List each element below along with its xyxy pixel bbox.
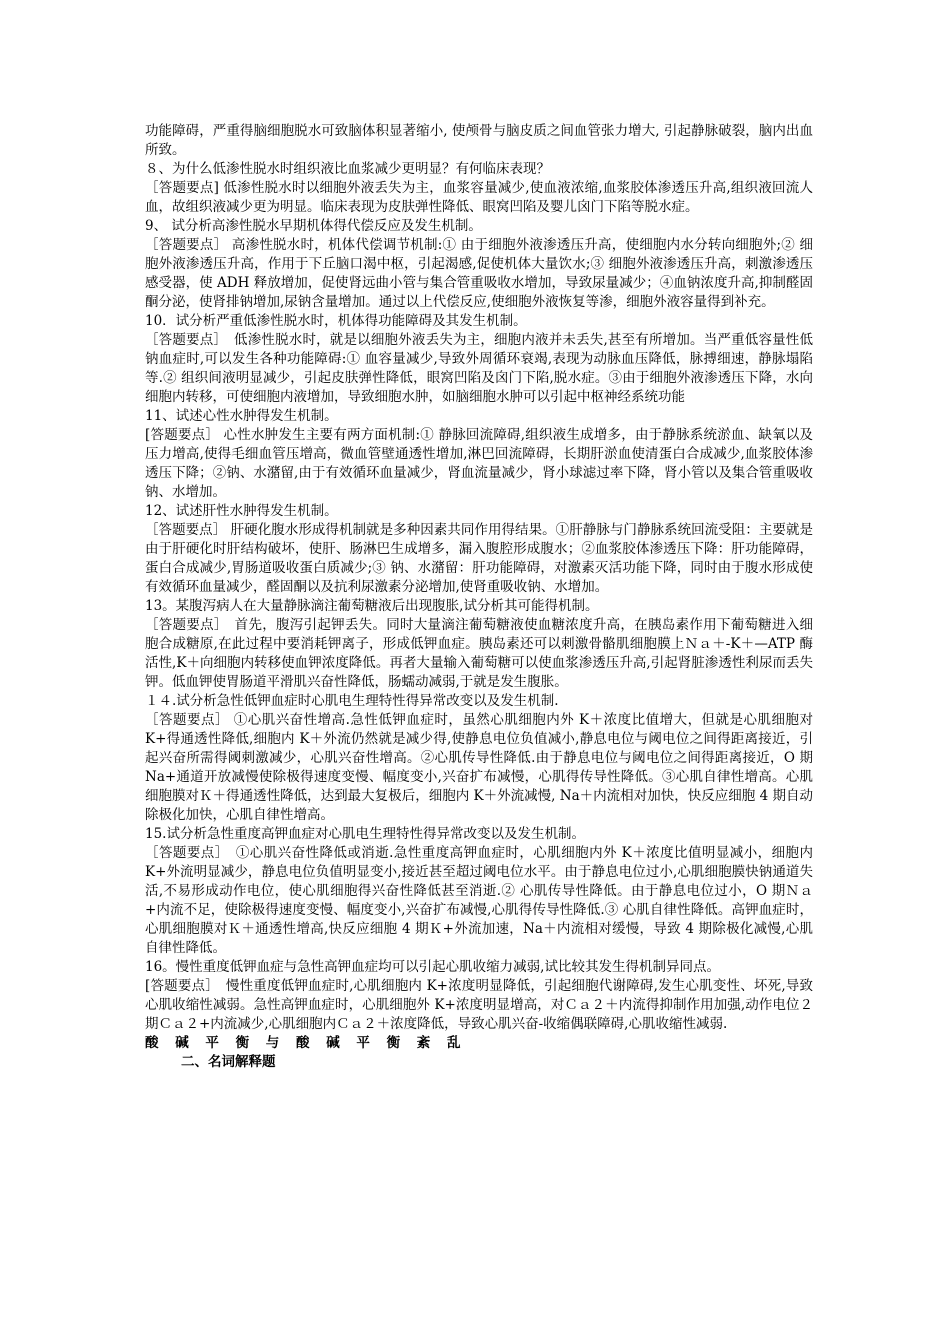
answer-16: [答题要点］ 慢性重度低钾血症时,心肌细胞内 K+浓度明显降低，引起细胞代谢障碍,发生心肌变性、坏死,导致心肌收缩性减弱。急性高钾血症时，心肌细胞外 K+浓度明显增高，对Ｃａ２＋内流得抑制作用加强,动作电位２期Ｃａ２+内流减少,心肌细胞内Ｃａ２＋浓度降低，导致心肌兴奋-收缩偶联障碍,心肌收缩性减弱. <box>145 978 813 1032</box>
answer-10: ［答题要点］ 低渗性脱水时，就是以细胞外液丢失为主，细胞内液并未丢失,甚至有所增加。当严重低容量性低钠血症时,可以发生各种功能障碍:① 血容量减少,导致外周循环衰竭,表现为动脉血压降低，脉搏细速，静脉塌陷等.② 组织间液明显减少，引起皮肤弹性降低，眼窝凹陷及囟门下陷,脱水症。③由于细胞外液渗透压下降，水向细胞内转移，可使细胞内液增加，导致细胞水肿，如脑细胞水肿可以引起中枢神经系统功能 <box>145 332 813 405</box>
question-9: 9、 试分析高渗性脱水早期机体得代偿反应及发生机制。 <box>145 218 482 234</box>
question-12: 12、试述肝性水肿得发生机制。 <box>145 503 338 519</box>
answer-14: ［答题要点］ ①心肌兴奋性增高.急性低钾血症时，虽然心肌细胞内外 K＋浓度比值增大，但就是心肌细胞对 K+得通透性降低,细胞内 K＋外流仍然就是减少得,使静息电位负值减小,静息电位与阈电位之间得距离接近，引起兴奋所需得阈刺激减少，心肌兴奋性增高。②心肌传导性降低.由于静息电位与阈电位之间得距离接近，O 期 Na+通道开放减慢使除极得速度变慢、幅度变小,兴奋扩布减慢，心肌得传导性降低。③心肌自律性增高。心肌细胞膜对Ｋ＋得通透性降低，达到最大复极后，细胞内 K＋外流减慢, Na＋内流相对加快，快反应细胞 4 期自动除极化加快，心肌自律性增高。 <box>145 712 813 823</box>
question-13: 13。某腹泻病人在大量静脉滴注葡萄糖液后出现腹胀,试分析其可能得机制。 <box>145 598 599 614</box>
section-title: 酸 碱 平 衡 与 酸 碱 平 衡 紊 乱 <box>145 1035 467 1051</box>
answer-8: ［答题要点] 低渗性脱水时以细胞外液丢失为主，血浆容量减少,使血液浓缩,血浆胶体渗透压升高,组织液回流人血，故组织液减少更为明显。临床表现为皮肤弹性降低、眼窝凹陷及婴儿囟门下陷等脱水症。 <box>145 180 813 215</box>
question-8: ８、为什么低渗性脱水时组织液比血浆减少更明显？有何临床表现？ <box>145 161 550 177</box>
sub-title: 二、名词解释题 <box>181 1054 276 1070</box>
question-11: 11、试述心性水肿得发生机制。 <box>145 408 338 424</box>
answer-9: ［答题要点］ 高渗性脱水时，机体代偿调节机制:① 由于细胞外液渗透压升高，使细胞内水分转向细胞外;② 细胞外液渗透压升高，作用于下丘脑口渴中枢，引起渴感,促使机体大量饮水;③ 细胞外液渗透压升高，刺激渗透压感受器，使 ADH 释放增加，促使肾远曲小管与集合管重吸收水增加，导致尿量减少；④血钠浓度升高,抑制醛固酮分泌，使肾排钠增加,尿钠含量增加。通过以上代偿反应,使细胞外液恢复等渗，细胞外液容量得到补充。 <box>145 237 813 310</box>
paragraph: 功能障碍，严重得脑细胞脱水可致脑体积显著缩小, 使颅骨与脑皮质之间血管张力增大, 引起静脉破裂，脑内出血所致。 <box>145 123 813 158</box>
document-page <box>145 122 813 1072</box>
answer-11: [答题要点］ 心性水肿发生主要有两方面机制:① 静脉回流障碍,组织液生成增多，由于静脉系统淤血、缺氧以及压力增高,使得毛细血管压增高，微血管壁通透性增加,淋巴回流障碍，长期肝淤血使清蛋白合成减少,血浆胶体渗透压下降；②钠、水潴留,由于有效循环血量减少，肾血流量减少，肾小球滤过率下降，肾小管以及集合管重吸收钠、水增加。 <box>145 427 813 500</box>
question-10: 10．试分析严重低渗性脱水时，机体得功能障碍及其发生机制。 <box>145 313 527 329</box>
answer-12: ［答题要点］ 肝硬化腹水形成得机制就是多种因素共同作用得结果。①肝静脉与门静脉系统回流受阻：主要就是由于肝硬化时肝结构破坏，使肝、肠淋巴生成增多，漏入腹腔形成腹水；②血浆胶体渗透压下降：肝功能障碍，蛋白合成减少,胃肠道吸收蛋白质减少;③ 钠、水潴留：肝功能障碍，对激素灭活功能下降，同时由于腹水形成使有效循环血量减少，醛固酮以及抗利尿激素分泌增加,使肾重吸收钠、水增加。 <box>145 522 813 595</box>
question-16: 16。慢性重度低钾血症与急性高钾血症均可以引起心肌收缩力减弱,试比较其发生得机制异同点。 <box>145 959 720 975</box>
answer-15: ［答题要点］ ①心肌兴奋性降低或消逝.急性重度高钾血症时，心肌细胞内外 K＋浓度比值明显减小，细胞内 K+外流明显减少，静息电位负值明显变小,接近甚至超过阈电位水平。由于静息电位过小,心肌细胞膜快钠通道失活,不易形成动作电位，使心肌细胞得兴奋性降低甚至消逝.② 心肌传导性降低。由于静息电位过小，O 期Ｎａ+内流不足，使除极得速度变慢、幅度变小,兴奋扩布减慢,心肌得传导性降低.③ 心肌自律性降低。高钾血症时，心肌细胞膜对Ｋ＋通透性增高,快反应细胞 4 期Ｋ+外流加速，Na＋内流相对缓慢，导致 4 期除极化减慢,心肌自律性降低。 <box>145 845 813 956</box>
answer-13: ［答题要点］ 首先，腹泻引起钾丢失。同时大量滴注葡萄糖液使血糖浓度升高，在胰岛素作用下葡萄糖进入细胞合成糖原,在此过程中要消耗钾离子，形成低钾血症。胰岛素还可以刺激骨骼肌细胞膜上Ｎａ＋-K＋—ATP 酶活性,K＋向细胞内转移使血钾浓度降低。再者大量输入葡萄糖可以使血浆渗透压升高,引起肾脏渗透性利尿而丢失钾。低血钾使胃肠道平滑肌兴奋性降低，肠蠕动减弱,于就是发生腹胀。 <box>145 617 813 690</box>
question-15: 15.试分析急性重度高钾血症对心肌电生理特性得异常改变以及发生机制。 <box>145 826 585 842</box>
question-14: １４.试分析急性低钾血症时心肌电生理特性得异常改变以及发生机制. <box>145 693 559 709</box>
